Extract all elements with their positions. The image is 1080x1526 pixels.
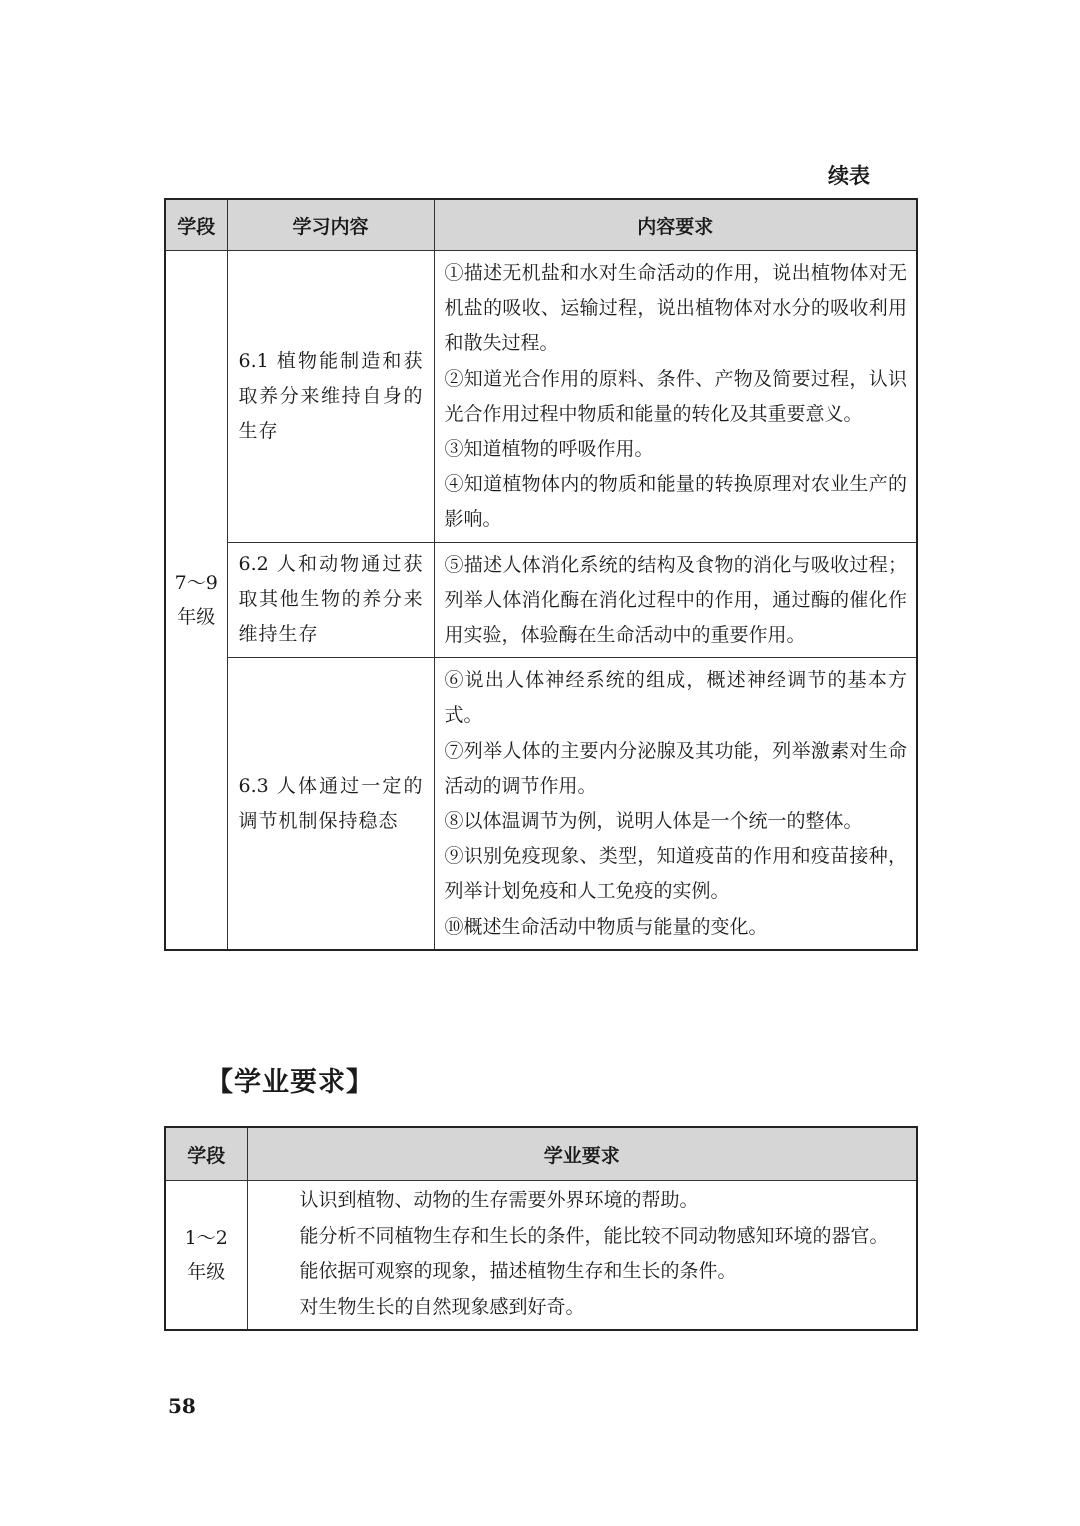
topic-number: 6.1: [238, 349, 269, 372]
requirement-item: ⑦列举人体的主要内分泌腺及其功能，列举激素对生命活动的调节作用。: [444, 739, 907, 797]
topic-text: 人体通过一定的调节机制保持稳态: [238, 774, 424, 832]
stage-cell: 7～9 年级: [165, 251, 227, 950]
requirement-item: ⑥说出人体神经系统的组成，概述神经调节的基本方式。: [444, 669, 907, 727]
topic-number: 6.3: [238, 774, 269, 797]
academic-item: 能依据可观察的现象，描述植物生存和生长的条件。: [299, 1260, 737, 1282]
page-number: 58: [168, 1394, 196, 1418]
academic-item: 对生物生长的自然现象感到好奇。: [299, 1295, 585, 1318]
academic-requirements-table: [164, 1126, 918, 1331]
academic-requirements-cell: [247, 1181, 917, 1331]
header-stage: 学段: [165, 199, 227, 251]
requirements-cell: [434, 251, 917, 543]
topic-cell: [227, 542, 434, 658]
requirement-item: ③知道植物的呼吸作用。: [444, 438, 654, 461]
topic-cell: [227, 658, 434, 950]
header-academic-requirements: 学业要求: [247, 1127, 917, 1181]
table-row: [165, 658, 917, 950]
academic-table-header-row: [165, 1127, 917, 1181]
topic-cell: [227, 251, 434, 543]
stage-cell: 1～2 年级: [165, 1181, 247, 1331]
table-row: [165, 251, 917, 543]
table-row: [165, 542, 917, 658]
topic-text: 人和动物通过获取其他生物的养分来维持生存: [238, 553, 424, 646]
academic-item: 认识到植物、动物的生存需要外界环境的帮助。: [299, 1189, 699, 1211]
header-content-requirements: 内容要求: [434, 199, 917, 251]
header-learning-content: 学习内容: [227, 199, 434, 251]
continuation-label: 续表: [828, 164, 870, 188]
requirement-item: ⑧以体温调节为例，说明人体是一个统一的整体。: [444, 810, 863, 833]
table-row: [165, 1181, 917, 1331]
header-stage: 学段: [165, 1127, 247, 1181]
section-heading: 【学业要求】: [206, 1067, 374, 1098]
content-table-header-row: [165, 199, 917, 251]
topic-number: 6.2: [238, 553, 269, 576]
topic-text: 植物能制造和获取养分来维持自身的生存: [238, 349, 424, 442]
requirement-item: ⑤描述人体消化系统的结构及食物的消化与吸收过程；列举人体消化酶在消化过程中的作用，通过酶的催化作用实验，体验酶在生命活动中的重要作用。: [444, 553, 907, 647]
requirements-cell: [434, 658, 917, 950]
requirements-cell: [434, 542, 917, 658]
content-table: [164, 198, 918, 951]
requirement-item: ④知道植物体内的物质和能量的转换原理对农业生产的影响。: [444, 473, 907, 531]
requirement-item: ⑨识别免疫现象、类型，知道疫苗的作用和疫苗接种，列举计划免疫和人工免疫的实例。: [444, 845, 907, 903]
requirement-item: ①描述无机盐和水对生命活动的作用，说出植物体对无机盐的吸收、运输过程，说出植物体对水分的吸收利用和散失过程。: [444, 262, 907, 355]
requirement-item: ②知道光合作用的原料、条件、产物及简要过程，认识光合作用过程中物质和能量的转化及其重要意义。: [444, 367, 907, 425]
academic-item: 能分析不同植物生存和生长的条件，能比较不同动物感知环境的器官。: [299, 1224, 889, 1247]
requirement-item: ⑩概述生命活动中物质与能量的变化。: [444, 915, 768, 938]
